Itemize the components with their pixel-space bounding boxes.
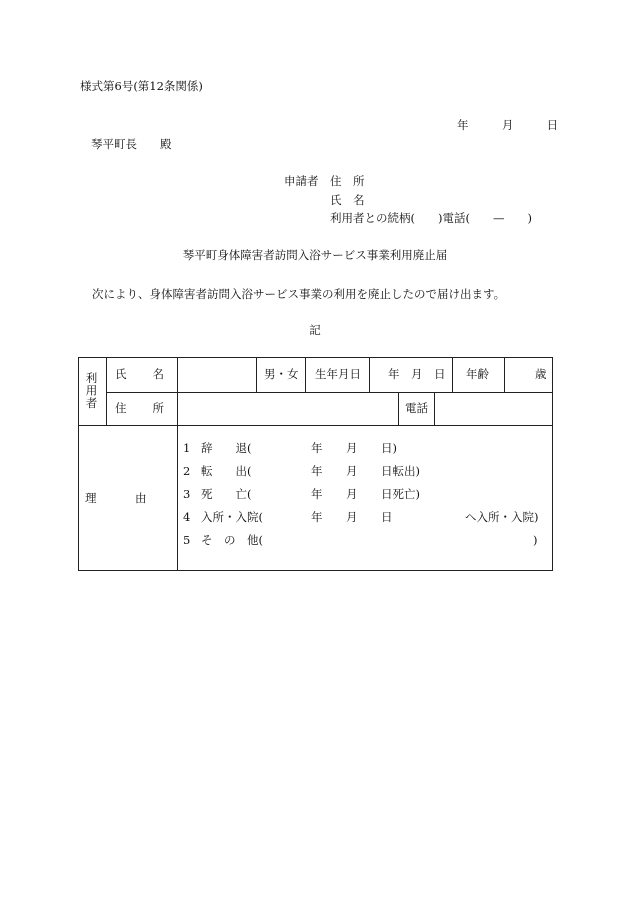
reason-year: 年 bbox=[311, 487, 323, 501]
reason-day: 日死亡) bbox=[381, 487, 420, 501]
reason-item bbox=[183, 535, 545, 549]
applicant-label: 申請者 bbox=[284, 174, 319, 188]
gender-selector: 男・女 bbox=[264, 367, 299, 381]
form-number-label: 様式第6号(第12条関係) bbox=[80, 79, 203, 93]
reason-number: 2 bbox=[183, 464, 191, 478]
addressee: 琴平町長 殿 bbox=[91, 137, 172, 151]
reason-label: 転 出( bbox=[201, 464, 252, 478]
reason-day: 日) bbox=[381, 441, 397, 455]
reason-month: 月 bbox=[346, 464, 358, 478]
date-month-label: 月 bbox=[501, 118, 514, 132]
reason-day: 日 bbox=[381, 510, 393, 524]
reason-number: 1 bbox=[183, 441, 191, 455]
reason-month: 月 bbox=[346, 441, 358, 455]
reason-year: 年 bbox=[311, 441, 323, 455]
applicant-name-label: 氏 名 bbox=[330, 193, 365, 207]
table-line bbox=[398, 392, 399, 425]
statement-text: 次により、身体障害者訪問入浴サービス事業の利用を廃止したので届け出ます。 bbox=[92, 287, 506, 301]
birth-date-label: 生年月日 bbox=[315, 367, 361, 381]
table-line bbox=[452, 357, 453, 392]
reason-day: 日転出) bbox=[381, 464, 420, 478]
reason-number: 4 bbox=[183, 510, 191, 524]
table-line bbox=[256, 357, 257, 392]
ki-heading: 記 bbox=[309, 323, 321, 337]
reason-number: 3 bbox=[183, 487, 191, 501]
reason-extra: へ入所・入院) bbox=[465, 510, 539, 524]
age-label: 年齢 bbox=[466, 367, 489, 381]
date-day-label: 日 bbox=[546, 118, 559, 132]
phone-label: 電話 bbox=[405, 401, 428, 415]
reason-year: 年 bbox=[311, 510, 323, 524]
table-line bbox=[106, 357, 107, 425]
reason-label: そ の 他( bbox=[201, 533, 263, 547]
age-unit: 歳 bbox=[535, 367, 547, 381]
reason-item bbox=[183, 443, 545, 457]
reason-month: 月 bbox=[346, 510, 358, 524]
submission-date bbox=[457, 120, 558, 132]
reason-label: 理 由 bbox=[85, 491, 148, 505]
table-line bbox=[177, 357, 178, 571]
birth-date-value: 年 月 日 bbox=[388, 367, 446, 381]
table-line bbox=[434, 392, 435, 425]
reason-label: 辞 退( bbox=[201, 441, 252, 455]
reason-year: 年 bbox=[311, 464, 323, 478]
reason-extra: ) bbox=[533, 533, 538, 547]
name-label: 氏 名 bbox=[115, 367, 165, 381]
reason-item bbox=[183, 512, 545, 526]
table-line bbox=[106, 392, 553, 393]
date-year-label: 年 bbox=[457, 118, 469, 132]
reason-item bbox=[183, 489, 545, 503]
reason-label: 入所・入院( bbox=[201, 510, 263, 524]
table-line bbox=[369, 357, 370, 392]
reason-month: 月 bbox=[346, 487, 358, 501]
reason-number: 5 bbox=[183, 533, 191, 547]
reason-label: 死 亡( bbox=[201, 487, 252, 501]
reason-item bbox=[183, 466, 545, 480]
applicant-relation-phone-label: 利用者との続柄( )電話( — ) bbox=[330, 211, 532, 225]
applicant-address-label: 住 所 bbox=[330, 174, 365, 188]
address-label: 住 所 bbox=[115, 401, 165, 415]
table-line bbox=[305, 357, 306, 392]
table-line bbox=[504, 357, 505, 392]
user-label: 利用者 bbox=[84, 372, 99, 410]
table-line bbox=[78, 425, 553, 426]
document-title: 琴平町身体障害者訪問入浴サービス事業利用廃止届 bbox=[182, 248, 448, 262]
